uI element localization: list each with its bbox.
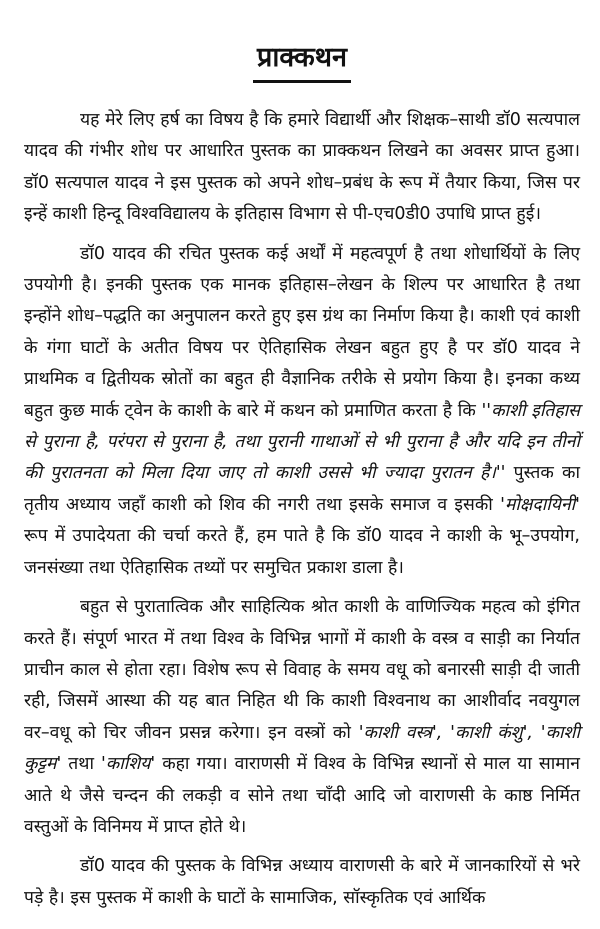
- paragraph-2-text-b: पुस्तक का तृतीय अध्याय जहाँ काशी को शिव की नगरी तथा इसके समाज व इसकी: [24, 463, 580, 515]
- paragraph-3-text-a: बहुत से पुरातात्विक और साहित्यिक श्रोत काशी के वाणिज्यिक महत्व को इंगित करते हैं। संपूर्ण भारत में तथा विश्व के विभिन्न भागों में काशी के वस्त्र व साड़ी का निर्यात प्राचीन काल से होता रहा। विशेष रूप से विवाह के समय वधू को बनारसी साड़ी दी जाती रही, जिसमें आस्था की यह बात निहित थी कि काशी विश्वनाथ का आशीर्वाद नवयुगल वर–वधू को चिर जीवन प्रसन्न करेगा। इन वस्त्रों को: [24, 597, 580, 743]
- textile-terms: 'काशी वस्त्र', 'काशी कंशु', 'काशी कुट्टम': [24, 722, 580, 775]
- paragraph-4: डॉ0 यादव की पुस्तक के विभिन्न अध्याय वाराणसी के बारे में जानकारियों से भरे पड़े है। इस पुस्तक में काशी के घाटों के सामाजिक, सॉस्कृतिक एवं आर्थिक: [24, 856, 580, 908]
- paragraph-2: [24, 239, 580, 584]
- page-title: प्राक्कथन: [253, 40, 351, 83]
- paragraph-2-text-c: रूप में उपादेयता की चर्चा करते हैं, हम पाते है कि डॉ0 यादव ने काशी के भू–उपयोग, जनसंख्या तथा ऐतिहासिक तथ्यों पर समुचित प्रकाश डाला है।: [24, 526, 580, 578]
- paragraph-2-text-a: डॉ0 यादव की रचित पुस्तक कई अर्थों में महत्वपूर्ण है तथा शोधार्थियों के लिए उपयोगी है। इनकी पुस्तक एक मानक इतिहास–लेखन के शिल्प पर आधारित है तथा इन्होंने शोध–पद्धति का अनुपालन करते हुए इस ग्रंथ का निर्माण किया है। काशी एवं काशी के गंगा घाटों के अतीत विषय पर ऐतिहासिक लेखन बहुत हुए है पर डॉ0 यादव ने प्राथमिक व द्वितीयक स्रोतों का बहुत ही वैज्ञानिक तरीके से प्रयोग किया है। इनका कथ्य बहुत कुछ मार्क ट्वेन के काशी के बारे में कथन को प्रमाणित करता है कि: [24, 243, 580, 421]
- title-wrap: [24, 40, 580, 83]
- mark-twain-quote: ''काशी इतिहास से पुराना है, परंपरा से पुराना है, तथा पुरानी गाथाओं से भी पुराना है और यदि इन तीनों की पुरातनता को मिला दिया जाए तो काशी उससे भी ज्यादा पुरातन है।'': [24, 400, 580, 484]
- paragraph-3: [24, 592, 580, 843]
- mokshadayini-term: 'मोक्षदायिनी': [500, 494, 580, 515]
- paragraph-3-text-b: कहा गया। वाराणसी में विश्व के विभिन्न स्थानों से माल या सामान आते थे जैसे चन्दन की लकड़ी व सोने तथा चाँदी आदि जो वाराणसी के काष्ठ निर्मित वस्तुओं के विनिमय में प्राप्त होते थे।: [24, 754, 580, 837]
- kashiya-term: 'काशिय': [101, 754, 156, 775]
- paragraph-1: यह मेरे लिए हर्ष का विषय है कि हमारे विद्यार्थी और शिक्षक–साथी डॉ0 सत्यपाल यादव की गंभीर शोध पर आधारित पुस्तक का प्राक्कथन लिखने का अवसर प्राप्त हुआ। डॉ0 सत्यपाल यादव ने इस पुस्तक को अपने शोध–प्रबंध के रूप में तैयार किया, जिस पर इन्हें काशी हिन्दू विश्वविद्यालय के इतिहास विभाग से पी-एच0डी0 उपाधि प्राप्त हुई।: [24, 110, 580, 225]
- paragraph-3-tatha: तथा: [61, 754, 101, 775]
